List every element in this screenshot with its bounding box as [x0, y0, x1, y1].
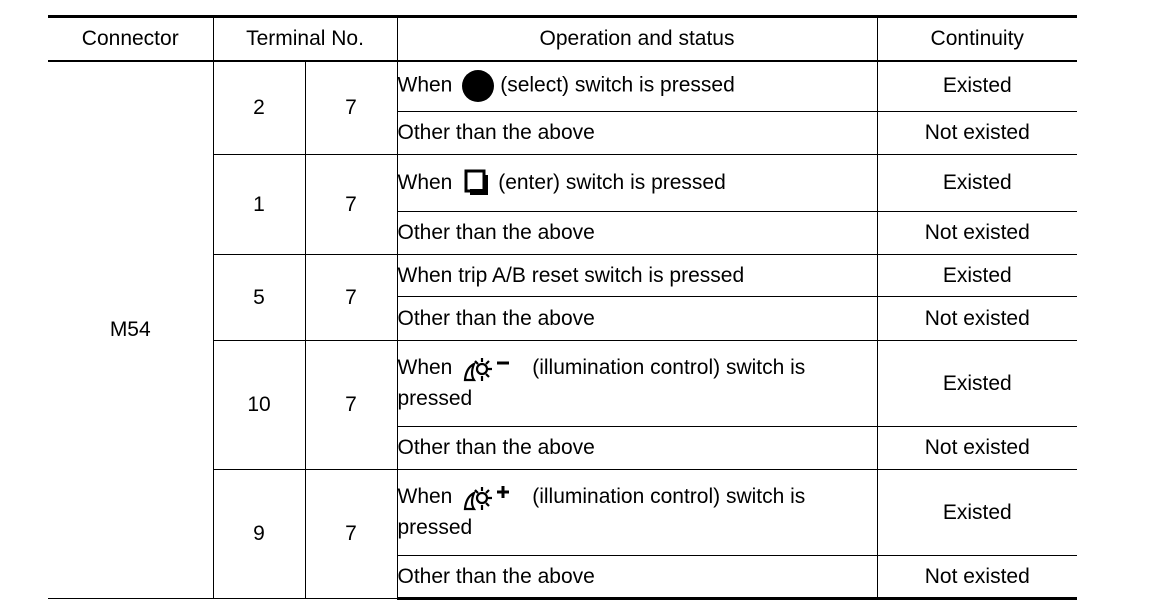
operation-cell: Other than the above	[397, 556, 877, 599]
operation-cell: Other than the above	[397, 212, 877, 255]
terminal-a-cell: 1	[213, 155, 305, 255]
continuity-cell: Existed	[877, 255, 1077, 297]
operation-cell: When trip A/B reset switch is pressed	[397, 255, 877, 297]
terminal-b-cell: 7	[305, 470, 397, 599]
terminal-b-cell: 7	[305, 341, 397, 470]
continuity-cell: Not existed	[877, 112, 1077, 155]
continuity-cell: Existed	[877, 61, 1077, 112]
terminal-a-cell: 5	[213, 255, 305, 341]
header-connector: Connector	[48, 17, 213, 61]
table-row	[48, 61, 1077, 112]
terminal-b-cell: 7	[305, 255, 397, 341]
operation-cell	[397, 61, 877, 112]
continuity-cell: Existed	[877, 155, 1077, 212]
operation-cell: Other than the above	[397, 297, 877, 341]
continuity-cell: Not existed	[877, 427, 1077, 470]
operation-prefix: When	[397, 485, 453, 509]
continuity-cell: Not existed	[877, 212, 1077, 255]
illumination-plus-icon	[462, 483, 512, 513]
operation-suffix: (illumination control) switch is pressed	[397, 356, 806, 410]
header-row	[48, 17, 1077, 61]
operation-cell: Other than the above	[397, 427, 877, 470]
continuity-cell: Not existed	[877, 297, 1077, 341]
terminal-a-cell: 10	[213, 341, 305, 470]
continuity-cell: Existed	[877, 470, 1077, 556]
continuity-cell: Existed	[877, 341, 1077, 427]
terminal-a-cell: 2	[213, 61, 305, 155]
terminal-a-cell: 9	[213, 470, 305, 599]
operation-suffix: (select) switch is pressed	[500, 73, 735, 97]
header-operation-and-status: Operation and status	[397, 17, 877, 61]
terminal-b-cell: 7	[305, 61, 397, 155]
operation-suffix: (enter) switch is pressed	[498, 171, 726, 194]
operation-cell	[397, 341, 877, 427]
illumination-minus-icon	[462, 354, 512, 384]
operation-prefix: When	[397, 356, 453, 380]
enter-square-icon	[464, 169, 490, 197]
header-continuity: Continuity	[877, 17, 1077, 61]
header-terminal-no: Terminal No.	[213, 17, 397, 61]
operation-prefix: When	[397, 171, 453, 194]
operation-suffix: (illumination control) switch is pressed	[397, 485, 806, 539]
operation-cell	[397, 155, 877, 212]
terminal-b-cell: 7	[305, 155, 397, 255]
connector-cell: M54	[48, 61, 213, 599]
continuity-table	[48, 15, 1077, 600]
operation-cell	[397, 470, 877, 556]
operation-prefix: When	[397, 73, 453, 97]
continuity-cell: Not existed	[877, 556, 1077, 599]
operation-cell: Other than the above	[397, 112, 877, 155]
filled-circle-icon	[462, 70, 494, 102]
